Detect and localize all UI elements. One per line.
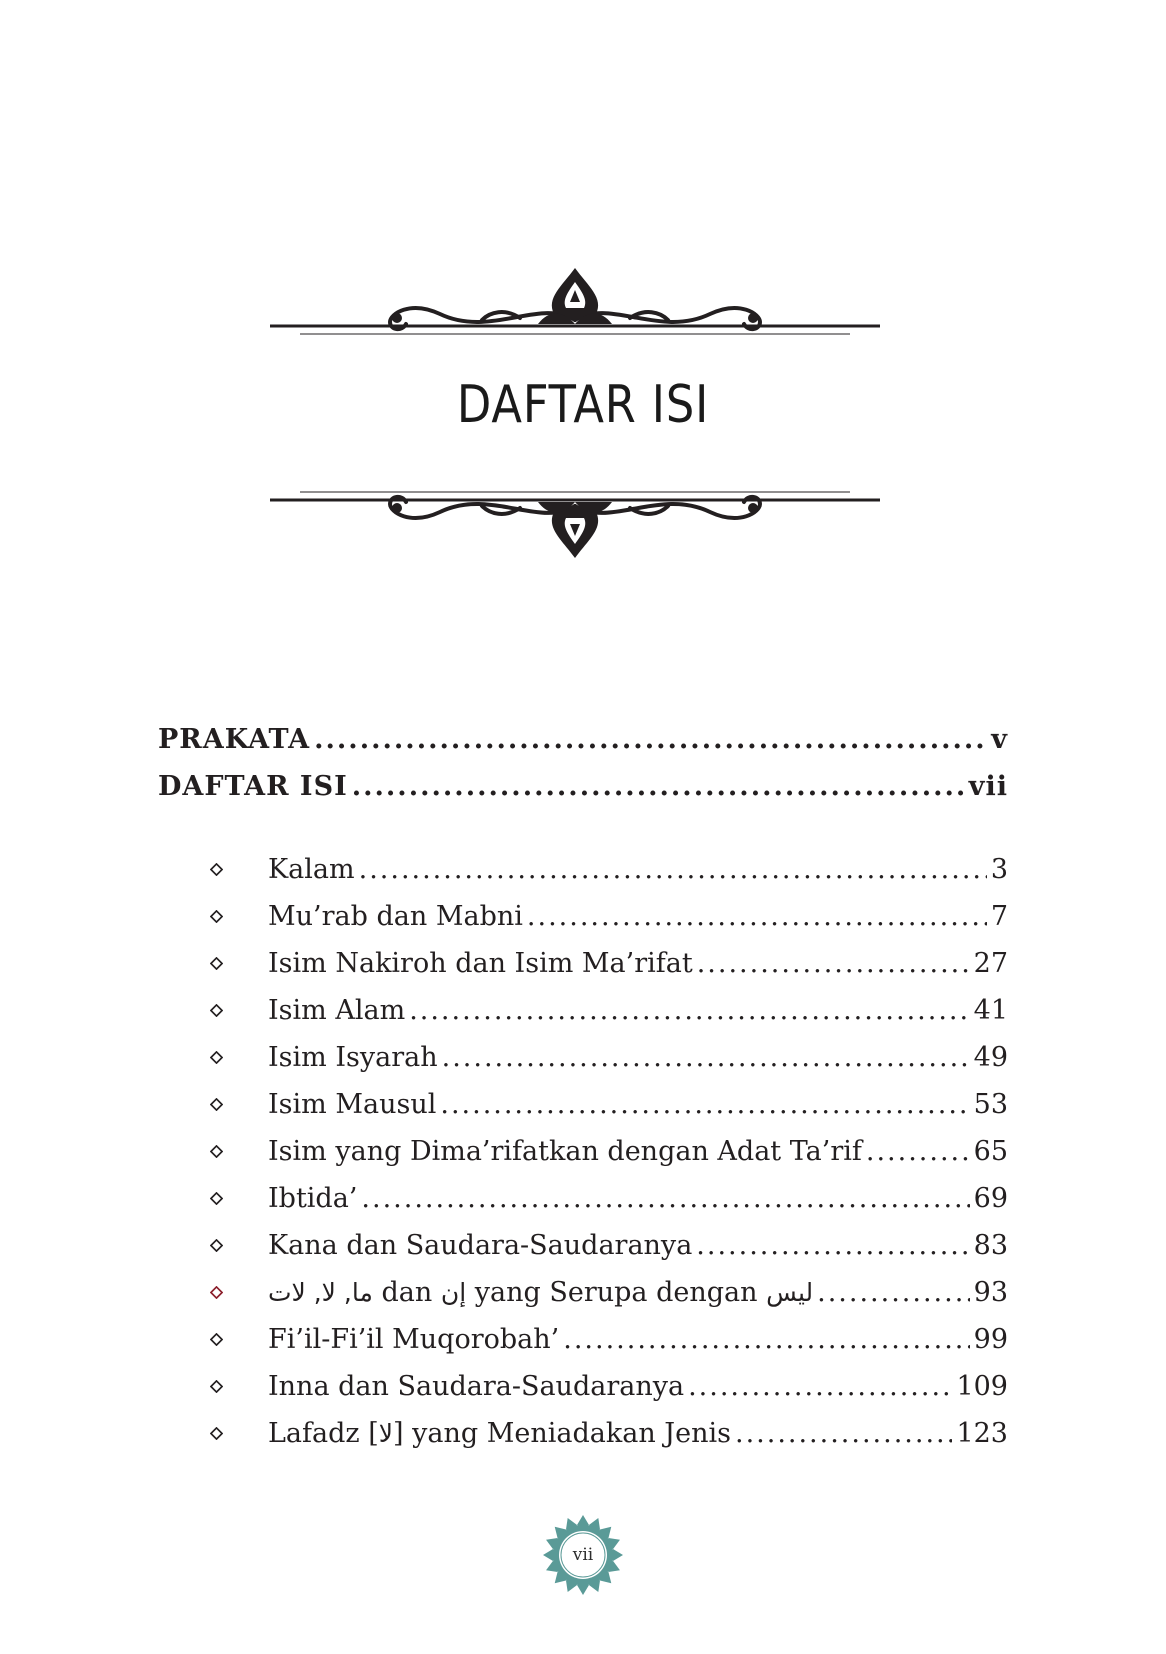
toc-entry-label: Isim Alam [268, 995, 406, 1026]
toc-entry-page: 49 [973, 1042, 1008, 1073]
toc-entry-page: 53 [973, 1089, 1008, 1120]
table-of-contents [158, 716, 1008, 1457]
arabic-text: إن [440, 1278, 467, 1307]
toc-entry-label: DAFTAR ISI [158, 771, 348, 802]
toc-entry-label: Fi’il-Fi’il Muqorobah’ [268, 1324, 560, 1355]
toc-entry-label: Kana dan Saudara-Saudaranya [268, 1230, 693, 1261]
diamond-bullet-icon [210, 1427, 223, 1440]
toc-entry-prakata[interactable] [158, 716, 1008, 763]
dot-leader [563, 1316, 969, 1363]
dot-leader [735, 1410, 952, 1457]
toc-entry-label: Kalam [268, 854, 355, 885]
dot-leader [359, 846, 987, 893]
toc-entry-label: Inna dan Saudara-Saudaranya [268, 1371, 685, 1402]
toc-entry-label: PRAKATA [158, 724, 311, 755]
dot-leader [314, 716, 987, 763]
diamond-bullet-icon [210, 1098, 223, 1111]
toc-entry[interactable] [158, 1410, 1008, 1457]
dot-leader [697, 940, 970, 987]
chapter-list [158, 846, 1008, 1457]
toc-entry-daftar-isi[interactable] [158, 763, 1008, 810]
toc-entry-page: 83 [973, 1230, 1008, 1261]
toc-entry[interactable] [158, 1316, 1008, 1363]
label-text: yang Serupa dengan [474, 1277, 758, 1308]
diamond-bullet-icon [210, 1286, 223, 1299]
toc-entry-page: 99 [973, 1324, 1008, 1355]
dot-leader [866, 1128, 970, 1175]
toc-entry-page: v [991, 724, 1008, 755]
toc-entry[interactable] [158, 1363, 1008, 1410]
toc-entry[interactable] [158, 1081, 1008, 1128]
toc-entry[interactable] [158, 1034, 1008, 1081]
toc-entry[interactable] [158, 1128, 1008, 1175]
dot-leader [442, 1034, 970, 1081]
toc-entry[interactable] [158, 1222, 1008, 1269]
dot-leader [352, 763, 965, 810]
toc-entry-page: 93 [973, 1277, 1008, 1308]
toc-entry[interactable] [158, 1269, 1008, 1316]
toc-entry-label: Ibtida’ [268, 1183, 358, 1214]
toc-entry-label: Mu’rab dan Mabni [268, 901, 523, 932]
diamond-bullet-icon [210, 957, 223, 970]
dot-leader [440, 1081, 969, 1128]
dot-leader [696, 1222, 969, 1269]
toc-entry-page: 27 [973, 948, 1008, 979]
dot-leader [527, 893, 987, 940]
toc-entry[interactable] [158, 893, 1008, 940]
diamond-bullet-icon [210, 1380, 223, 1393]
arabic-text: ما, لا, لات [268, 1278, 373, 1307]
toc-entry-label [158, 1269, 813, 1316]
diamond-bullet-icon [210, 1145, 223, 1158]
page-number: vii [572, 1545, 594, 1565]
toc-entry-label: Isim Isyarah [268, 1042, 438, 1073]
toc-entry-label: Isim yang Dima’rifatkan dengan Adat Ta’rif [268, 1136, 862, 1167]
toc-entry-label: Isim Mausul [268, 1089, 437, 1120]
toc-entry-label [158, 1410, 731, 1457]
toc-entry-page: 109 [956, 1371, 1008, 1402]
toc-entry[interactable] [158, 846, 1008, 893]
arabic-text: ليس [766, 1278, 814, 1307]
toc-entry-page: 65 [973, 1136, 1008, 1167]
toc-entry-page: 123 [956, 1418, 1008, 1449]
diamond-bullet-icon [210, 1051, 223, 1064]
page-title: DAFTAR ISI [456, 375, 710, 435]
arabic-text: لا [378, 1419, 394, 1448]
label-text: dan [381, 1277, 433, 1308]
toc-entry[interactable] [158, 940, 1008, 987]
dot-leader [361, 1175, 969, 1222]
toc-entry-page: 41 [973, 995, 1008, 1026]
toc-entry-page: 3 [990, 854, 1008, 885]
top-flourish-ornament [270, 268, 880, 378]
diamond-bullet-icon [210, 1239, 223, 1252]
label-text: Lafadz [ [268, 1418, 379, 1449]
diamond-bullet-icon [210, 1192, 223, 1205]
dot-leader [688, 1363, 952, 1410]
toc-entry-page: vii [968, 771, 1008, 802]
toc-entry-page: 7 [990, 901, 1008, 932]
diamond-bullet-icon [210, 910, 223, 923]
dot-leader [409, 987, 969, 1034]
diamond-bullet-icon [210, 1333, 223, 1346]
toc-entry[interactable] [158, 1175, 1008, 1222]
dot-leader [817, 1269, 970, 1316]
bottom-flourish-ornament [270, 448, 880, 558]
toc-entry-label: Isim Nakiroh dan Isim Ma’rifat [268, 948, 693, 979]
diamond-bullet-icon [210, 1004, 223, 1017]
toc-entry-page: 69 [973, 1183, 1008, 1214]
toc-entry[interactable] [158, 987, 1008, 1034]
label-text: ] yang Meniadakan Jenis [393, 1418, 731, 1449]
diamond-bullet-icon [210, 863, 223, 876]
